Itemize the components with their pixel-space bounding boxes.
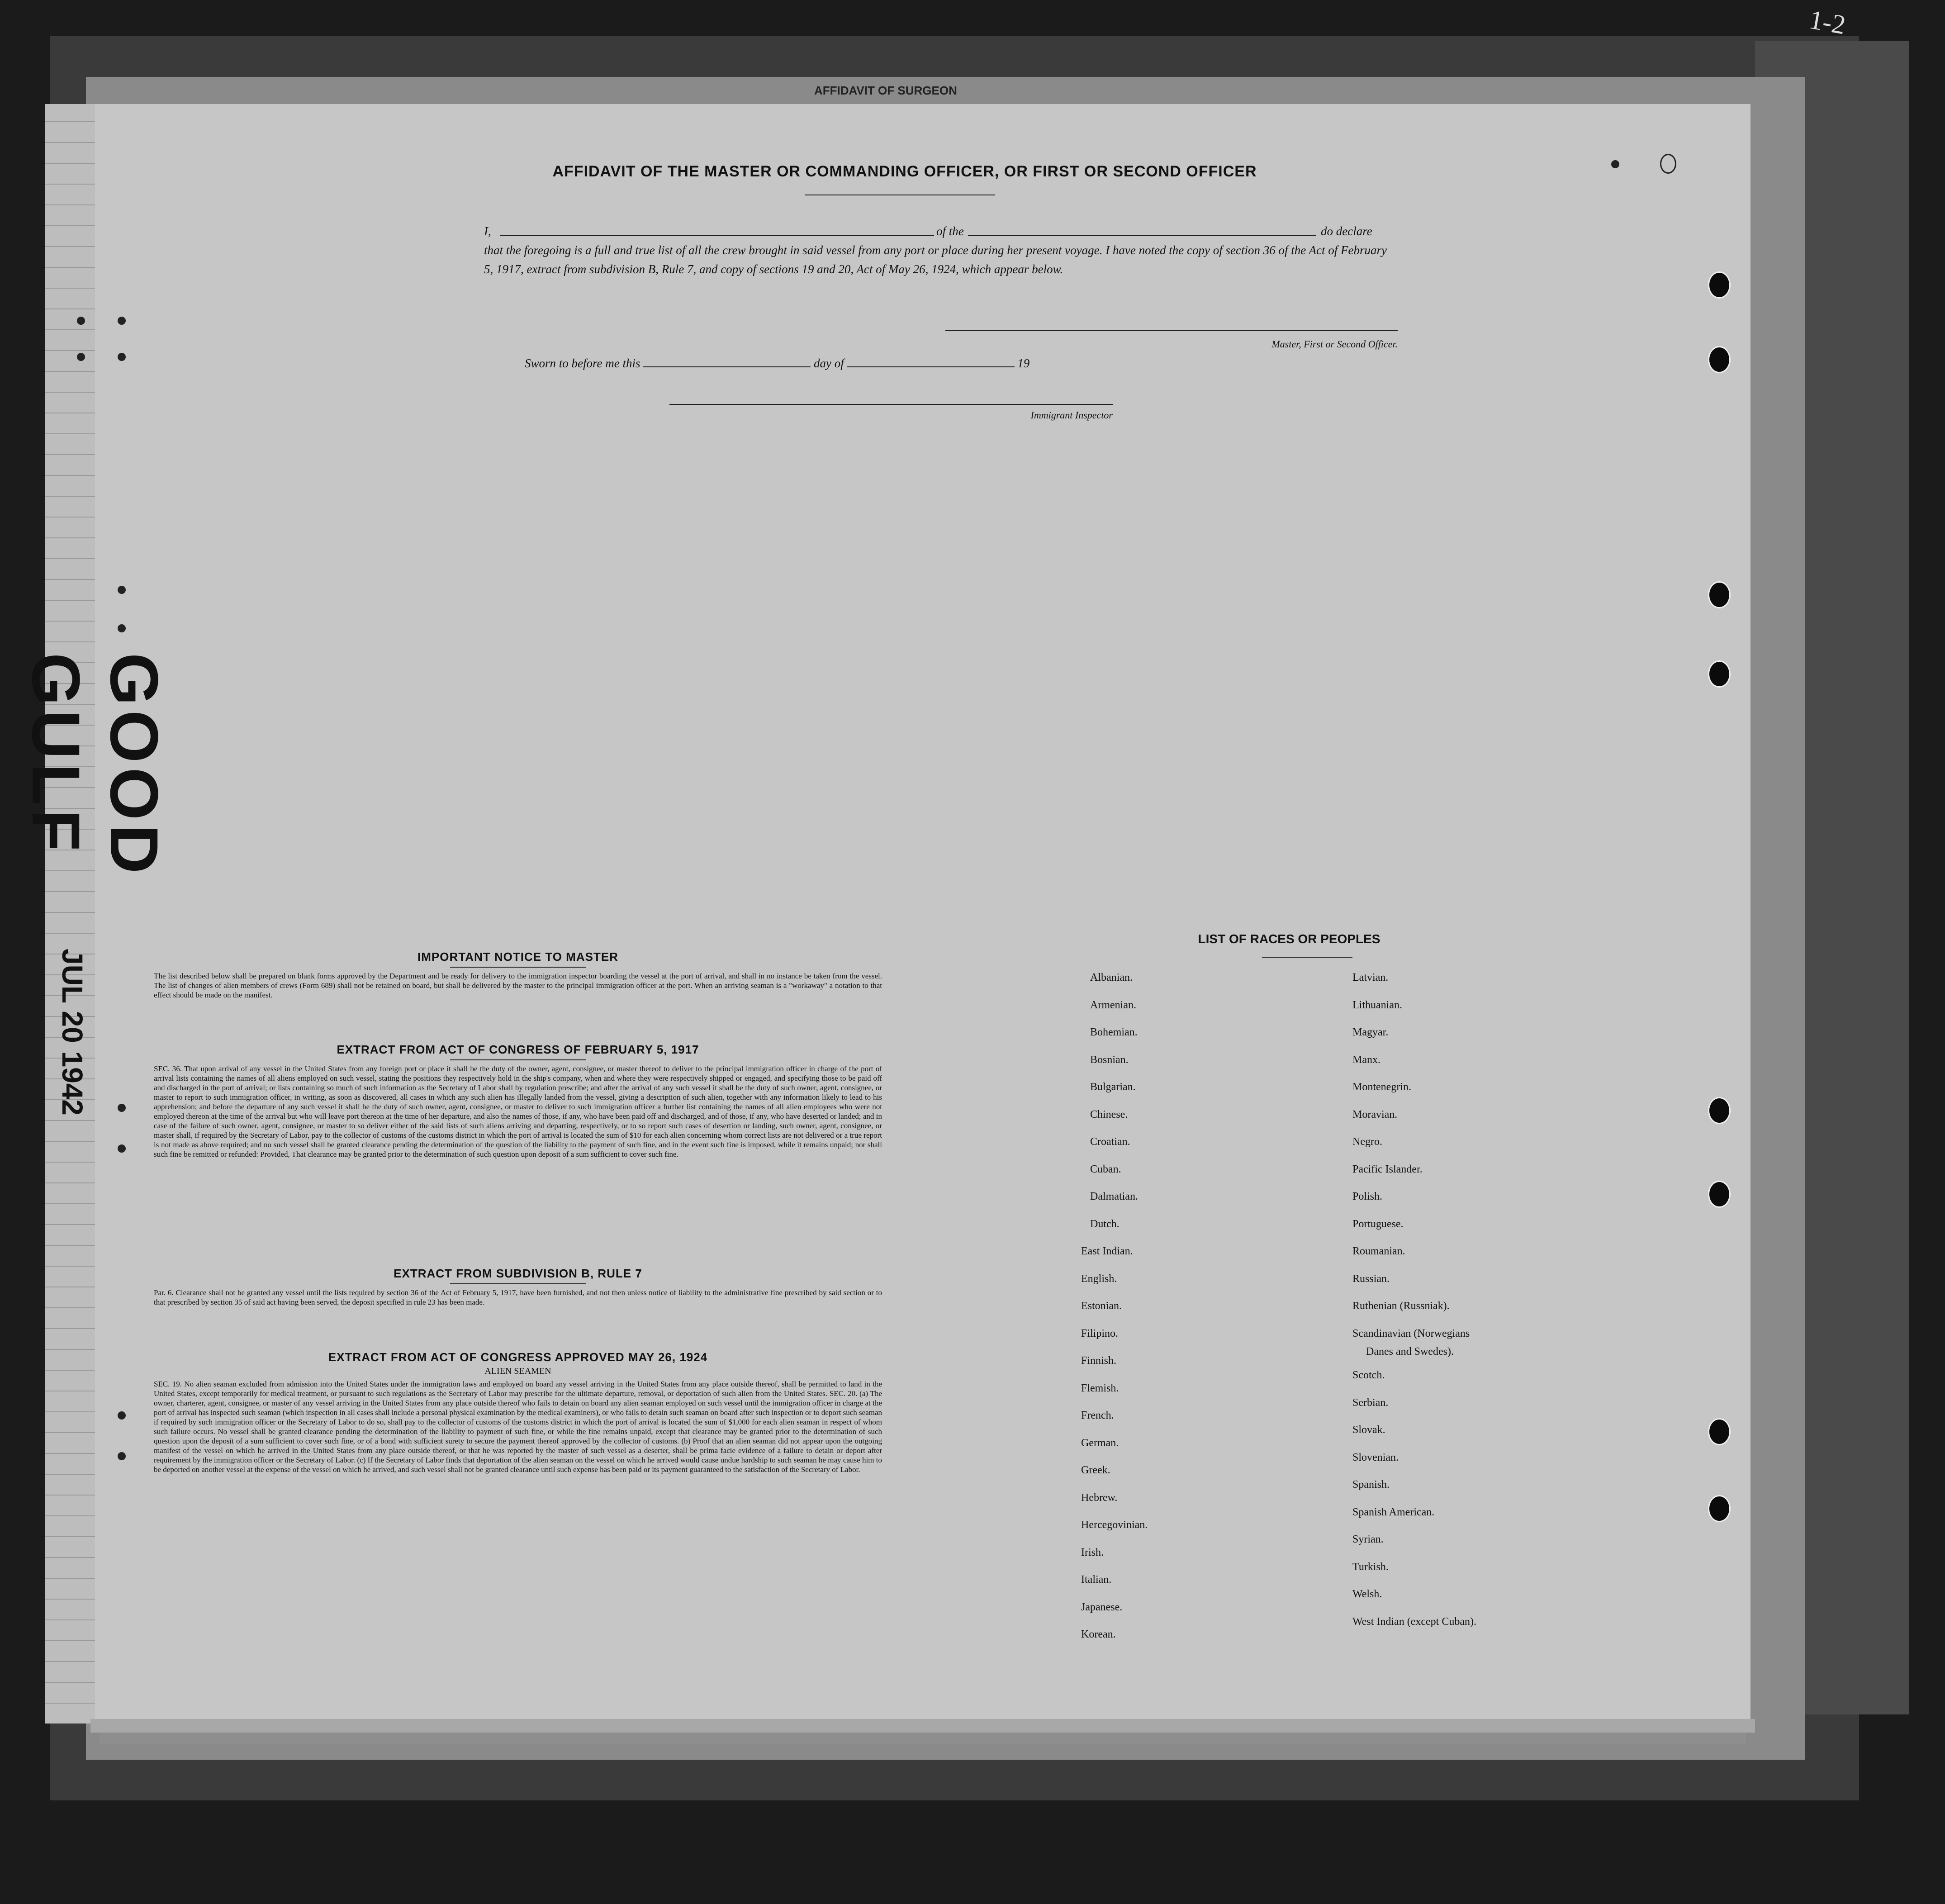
punch-mark-open bbox=[1660, 154, 1676, 174]
binder-hole bbox=[1708, 1181, 1731, 1208]
race-item: Portuguese. bbox=[1352, 1218, 1404, 1230]
declaration-i: I, bbox=[484, 224, 491, 238]
inspector-signature-line bbox=[669, 404, 1113, 405]
surgeon-header: AFFIDAVIT OF SURGEON bbox=[814, 84, 957, 97]
declaration-of-the: of the bbox=[936, 224, 964, 238]
punch-mark bbox=[118, 1144, 126, 1153]
race-item: Korean. bbox=[1081, 1629, 1116, 1640]
race-item: Dalmatian. bbox=[1090, 1191, 1138, 1202]
declaration-first-line bbox=[484, 222, 1398, 241]
race-item: German. bbox=[1081, 1437, 1119, 1449]
race-item: Manx. bbox=[1352, 1054, 1380, 1066]
race-item: Scandinavian (Norwegians bbox=[1352, 1327, 1470, 1339]
race-item: Bosnian. bbox=[1090, 1054, 1129, 1066]
punch-mark bbox=[118, 1411, 126, 1420]
sworn-prefix: Sworn to before me this bbox=[525, 356, 640, 370]
race-item: Polish. bbox=[1352, 1191, 1383, 1202]
vessel-blank bbox=[968, 235, 1316, 236]
race-item: Chinese. bbox=[1090, 1108, 1128, 1121]
race-item: Hercegovinian. bbox=[1081, 1519, 1148, 1531]
race-item: Spanish. bbox=[1352, 1479, 1390, 1491]
rule-7-rule bbox=[450, 1283, 586, 1284]
punch-mark bbox=[118, 586, 126, 594]
race-item: Irish. bbox=[1081, 1546, 1104, 1558]
notice-to-master bbox=[154, 950, 882, 1000]
punch-mark bbox=[118, 353, 126, 361]
extract-1917-body: SEC. 36. That upon arrival of any vessel in the United States from any foreign port or place it shall be the duty of the owner, agent, consignee, or master thereof to deliver to the principal immigration officer in charge of the port of arrival lists containing the names of all aliens employed on such vessel, stating the positions they respectively hold in the ship's company, when and where they were respectively shipped or engaged, and specifying those to be paid off and discharged in the port of arrival; or lists containing so much of such information as the Secretary of Labor shall by regulation prescribe; and after the arrival of any such vessel it shall be the duty of such owner, agent, consignee, or master to report to such immigration officer, in writing, as soon as discovered, all cases in which any such alien has illegally landed from the vessel, giving a description of such alien, together with any information likely to lead to his apprehension; and before the departure of any such vessel it shall be the duty of such owner, agent, consignee, or master to deliver to such immigration officer a further list containing the names of all alien employees who were not employed thereon at the time of the arrival but who will leave port thereon at the time of her departure, and also the names of those, if any, who have been paid off and discharged, and of those, if any, who have deserted or landed; and in case of the failure of such owner, agent, consignee, or master to so deliver either of the said lists of such aliens arriving and departing, respectively, or to so report such cases of desertion or landing, such owner, agent, consignee, or master shall, if required by the Secretary of Labor, pay to the collector of customs of the customs district in which the port of arrival is located the sum of $10 for each alien concerning whom correct lists are not delivered or a true report is not made as above required; and no such vessel shall be granted clearance pending the determination of the question of the liability to the payment of such fine, and in the event such fine is imposed, while it remains unpaid; nor shall such fine be remitted or refunded: Provided, That clearance may be granted prior to the determination of such question upon deposit of a sum sufficient to cover such fine. bbox=[154, 1064, 882, 1159]
race-item: Bohemian. bbox=[1090, 1026, 1138, 1038]
corner-handwritten-mark: 1-2 bbox=[1807, 4, 1848, 40]
name-blank bbox=[500, 235, 934, 236]
race-item: French. bbox=[1081, 1410, 1114, 1421]
alien-seamen-subtitle: ALIEN SEAMEN bbox=[484, 1366, 551, 1376]
extract-1924-body: SEC. 19. No alien seaman excluded from admission into the United States under the immigration laws and employed on board any vessel arriving in the United States from any place outside thereof, shall be permitted to land in the United States, except temporarily for medical treatment, or pursuant to such regulations as the Secretary of Labor may prescribe for the ultimate departure, removal, or deportation of such alien from the United States. SEC. 20. (a) The owner, charterer, agent, consignee, or master of any vessel arriving in the United States from any place outside thereof who fails to detain on board any alien seaman employed on such vessel until the immigration officer in charge at the port of arrival has inspected such seaman (which inspection in all cases shall include a personal physical examination by the medical examiners), or who fails to detain such seaman on board after such inspection or to deport such seaman if required by such immigration officer or the Secretary of Labor to do so, shall pay to the collector of customs of the customs district in which the port of arrival is located the sum of $1,000 for each alien seaman in respect of whom such failure occurs. No vessel shall be granted clearance pending the determination of the liability to payment of such fine, or while the fine remains unpaid, except that clearance may be granted prior to the determination of such question upon the deposit of a sum sufficient to cover such fine, or of a bond with sufficient surety to secure the payment thereof approved by the collector of customs. (b) Proof that an alien seaman did not appear upon the outgoing manifest of the vessel on which he arrived in the United States from any place outside thereof, or that he was reported by the master of such vessel as a deserter, shall be prima facie evidence of a failure to detain or deport after requirement by the immigration officer or the Secretary of Labor. (c) If the Secretary of Labor finds that deportation of the alien seaman on the vessel on which he arrived would cause undue hardship to such seaman he may cause him to be deported on another vessel at the expense of the vessel on which he arrived, and such vessel shall not be granted clearance until such expense has been paid or its payment guaranteed to the satisfaction of the Secretary of Labor. bbox=[154, 1380, 882, 1474]
race-item: Bulgarian. bbox=[1090, 1081, 1136, 1093]
binder-hole bbox=[1708, 1097, 1731, 1124]
race-item: Lithuanian. bbox=[1352, 999, 1402, 1011]
race-item: Finnish. bbox=[1081, 1355, 1117, 1367]
binder-hole bbox=[1708, 1418, 1731, 1445]
document-sheet bbox=[95, 104, 1750, 1719]
race-item: Filipino. bbox=[1081, 1327, 1119, 1339]
race-item: West Indian (except Cuban). bbox=[1352, 1615, 1476, 1628]
sheet-edge bbox=[90, 1719, 1755, 1733]
race-item: Welsh. bbox=[1352, 1588, 1382, 1600]
punch-mark bbox=[118, 1104, 126, 1112]
race-item: Hebrew. bbox=[1081, 1491, 1118, 1504]
binder-hole bbox=[1708, 660, 1731, 688]
vessel-name-stamp: GOOD GULF bbox=[18, 653, 172, 878]
punch-mark bbox=[118, 1452, 126, 1460]
race-item: Albanian. bbox=[1090, 972, 1133, 983]
race-item: Estonian. bbox=[1081, 1300, 1122, 1312]
notice-rule bbox=[450, 967, 586, 968]
extract-act-1924 bbox=[154, 1350, 882, 1474]
declaration-block bbox=[484, 222, 1398, 279]
race-item: Moravian. bbox=[1352, 1108, 1398, 1121]
binder-hole bbox=[1708, 271, 1731, 299]
declaration-body: that the foregoing is a full and true list of all the crew brought in said vessel from any port or place during her present voyage. I have noted the copy of section 36 of the Act of February 5, 1917, extract from subdivision B, Rule 7, and copy of sections 19 and 20, Act of May 26, 1924, which appear below. bbox=[484, 243, 1387, 276]
race-item: Armenian. bbox=[1090, 999, 1136, 1011]
declaration-do-declare: do declare bbox=[1321, 224, 1372, 238]
sworn-month-blank bbox=[847, 366, 1015, 367]
race-item: Greek. bbox=[1081, 1464, 1110, 1476]
rule-7-title: EXTRACT FROM SUBDIVISION B, RULE 7 bbox=[394, 1267, 642, 1280]
signature-label: Master, First or Second Officer. bbox=[1271, 338, 1398, 350]
races-rule bbox=[1262, 957, 1352, 958]
race-item: East Indian. bbox=[1081, 1245, 1133, 1257]
date-stamp: JUL 20 1942 bbox=[56, 949, 89, 1116]
race-item: Latvian. bbox=[1352, 972, 1389, 983]
race-item: Scotch. bbox=[1352, 1369, 1385, 1381]
punch-mark bbox=[77, 353, 85, 361]
race-item: Dutch. bbox=[1090, 1218, 1120, 1230]
extract-act-1917 bbox=[154, 1043, 882, 1159]
race-item: Negro. bbox=[1352, 1136, 1382, 1148]
race-item: Montenegrin. bbox=[1352, 1081, 1411, 1093]
binder-hole bbox=[1708, 1495, 1731, 1522]
races-title: LIST OF RACES OR PEOPLES bbox=[1198, 932, 1380, 946]
race-item: Spanish American. bbox=[1352, 1506, 1435, 1518]
sworn-day-blank bbox=[643, 366, 811, 367]
sworn-year: 19 bbox=[1017, 356, 1030, 370]
vessel-stamp bbox=[18, 543, 172, 1116]
race-item: Italian. bbox=[1081, 1574, 1112, 1586]
binder-hole bbox=[1708, 346, 1731, 373]
race-item: Roumanian. bbox=[1352, 1245, 1405, 1257]
race-item: Magyar. bbox=[1352, 1026, 1389, 1038]
rule-7-body: Par. 6. Clearance shall not be granted any vessel until the lists required by section 36 of the Act of February 5, 1917, have been furnished, and not then unless notice of liability to the administrative fine prescribed by said section or to that prescribed by section 35 of said act having been served, the deposit specified in rule 23 has been made. bbox=[154, 1288, 882, 1306]
notice-title: IMPORTANT NOTICE TO MASTER bbox=[417, 950, 618, 964]
notice-body: The list described below shall be prepared on blank forms approved by the Department and be ready for delivery to the immigration inspector boarding the vessel at the port of arrival, and shall in no instance be taken from the vessel. The list of changes of alien members of crews (Form 689) shall not be retained on board, but shall be delivered by the master to the principal immigration officer at the port. When an arriving seaman is a "workaway" a notation to that effect should be made on the manifest. bbox=[154, 972, 882, 999]
page-title: AFFIDAVIT OF THE MASTER OR COMMANDING OFFICER, OR FIRST OR SECOND OFFICER bbox=[552, 163, 1257, 180]
inspector-label: Immigrant Inspector bbox=[1030, 409, 1113, 421]
race-item: Croatian. bbox=[1090, 1136, 1130, 1148]
punch-mark bbox=[118, 317, 126, 325]
punch-mark bbox=[1611, 160, 1619, 168]
sheet-edge bbox=[100, 1733, 1746, 1744]
race-item: English. bbox=[1081, 1272, 1117, 1285]
sworn-line bbox=[525, 356, 1029, 370]
race-item: Japanese. bbox=[1081, 1601, 1123, 1613]
race-item: Flemish. bbox=[1081, 1382, 1119, 1394]
race-item: Turkish. bbox=[1352, 1561, 1389, 1573]
binder-hole bbox=[1708, 581, 1731, 608]
race-item: Serbian. bbox=[1352, 1396, 1389, 1409]
punch-mark bbox=[77, 317, 85, 325]
extract-rule-7 bbox=[154, 1267, 882, 1307]
extract-1917-rule bbox=[450, 1059, 586, 1060]
race-item: Slovenian. bbox=[1352, 1451, 1399, 1463]
race-item: Ruthenian (Russniak). bbox=[1352, 1300, 1450, 1312]
signature-line bbox=[945, 330, 1398, 331]
race-item: Slovak. bbox=[1352, 1424, 1385, 1436]
extract-1917-title: EXTRACT FROM ACT OF CONGRESS OF FEBRUARY 5, 1917 bbox=[337, 1043, 699, 1056]
punch-mark bbox=[118, 624, 126, 632]
race-item: Syrian. bbox=[1352, 1534, 1384, 1545]
race-item: Russian. bbox=[1352, 1272, 1390, 1285]
race-item: Pacific Islander. bbox=[1352, 1163, 1423, 1175]
extract-1924-title: EXTRACT FROM ACT OF CONGRESS APPROVED MAY 26, 1924 bbox=[328, 1350, 708, 1364]
race-item: Cuban. bbox=[1090, 1163, 1121, 1175]
sworn-day-of: day of bbox=[814, 356, 844, 370]
race-item-continuation: Danes and Swedes). bbox=[1366, 1346, 1454, 1358]
